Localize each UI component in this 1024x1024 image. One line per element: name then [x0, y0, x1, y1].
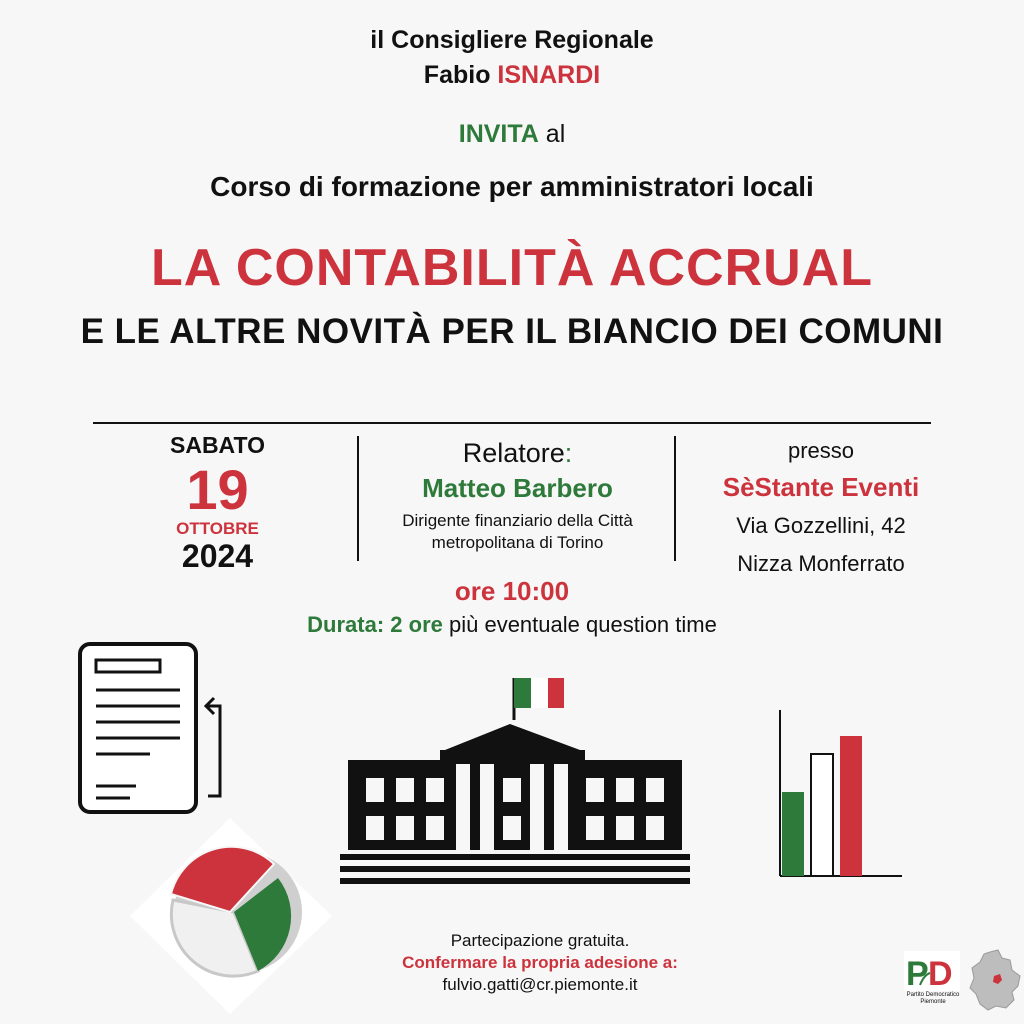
invite-word: INVITA [458, 120, 539, 148]
pd-logo [900, 945, 966, 1015]
pd-logo-letter-p: P [906, 955, 929, 991]
councillor-first-name: Fabio [423, 61, 498, 89]
bar-chart-icon [770, 706, 910, 884]
participation-block [330, 930, 750, 996]
speaker-role [360, 510, 675, 554]
pd-logo-letter-d: D [928, 955, 953, 991]
venue-name: SèStante Eventi [722, 472, 920, 502]
speaker-role-line1: Dirigente finanziario della Città [402, 511, 633, 530]
pd-logo-caption-line2: Piemonte [920, 999, 946, 1005]
councillor-name [0, 61, 1024, 90]
course-title: Corso di formazione per amministratori locali [210, 171, 814, 202]
duration-label: Durata: 2 ore [307, 612, 443, 637]
councillor-last-name: ISNARDI [497, 61, 601, 89]
event-duration [0, 612, 1024, 638]
horizontal-divider [93, 422, 931, 424]
date-year: 2024 [181, 538, 254, 574]
date-block [150, 432, 285, 573]
speaker-role-line2: metropolitana di Torino [431, 533, 604, 552]
pie-chart-icon [126, 816, 336, 1016]
piemonte-map-icon [968, 948, 1022, 1012]
date-month: OTTOBRE [176, 519, 259, 538]
invite-line [0, 120, 1024, 149]
speaker-label-colon: : [564, 438, 573, 468]
venue-block [680, 438, 962, 577]
date-number: 19 [186, 458, 249, 521]
speaker-label-text: Relatore [462, 438, 565, 468]
speaker-block [360, 438, 675, 554]
italian-flag-icon [508, 672, 568, 722]
participation-email[interactable]: fulvio.gatti@cr.piemonte.it [442, 975, 638, 994]
speaker-label [360, 438, 675, 469]
vertical-divider-left [357, 436, 359, 561]
pd-logo-mark [904, 951, 960, 991]
building-icon [340, 716, 690, 891]
invite-rest: al [538, 120, 566, 148]
venue-label: presso [787, 438, 855, 463]
duration-rest: più eventuale question time [442, 612, 717, 637]
pd-logo-caption-line1: Partito Democratico [906, 992, 960, 998]
date-day: SABATO [170, 432, 265, 458]
event-time: ore 10:00 [454, 576, 570, 606]
pd-logo-caption [900, 992, 966, 1006]
councillor-title: il Consigliere Regionale [370, 26, 654, 54]
sub-title: E LE ALTRE NOVITÀ PER IL BIANCIO DEI COMUNI [80, 312, 944, 351]
participation-free: Partecipazione gratuita. [450, 931, 630, 950]
document-icon [70, 636, 240, 822]
main-title: LA CONTABILITÀ ACCRUAL [151, 239, 873, 297]
participation-confirm: Confermare la propria adesione a: [402, 953, 678, 972]
speaker-name: Matteo Barbero [422, 473, 613, 503]
venue-address-street: Via Gozzellini, 42 [736, 513, 906, 538]
venue-address-city: Nizza Monferrato [737, 551, 905, 576]
